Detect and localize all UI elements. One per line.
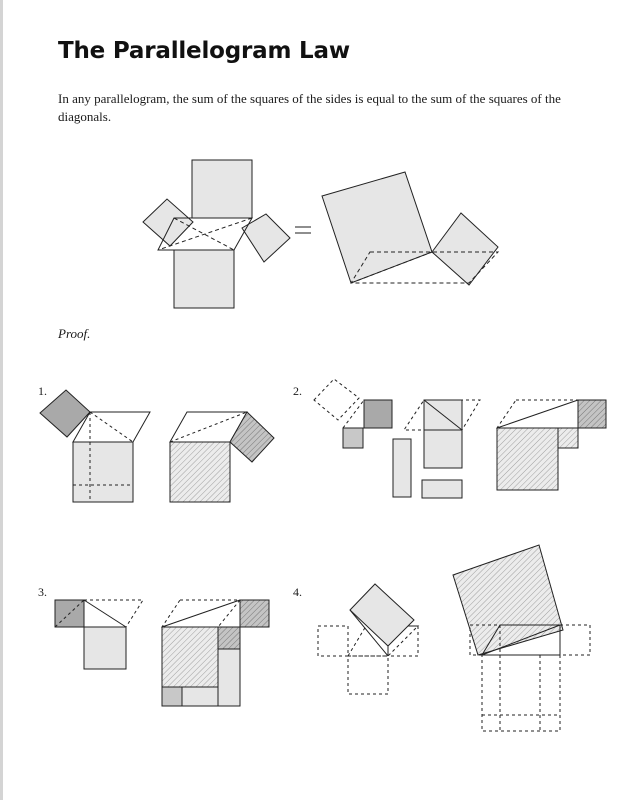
step-1-figure-b <box>170 412 274 502</box>
step-number-1: 1. <box>38 384 47 398</box>
top-square <box>192 160 252 218</box>
statement-figure-left <box>143 160 290 308</box>
left-square <box>143 199 193 246</box>
big-diagonal-square <box>322 172 432 283</box>
proof-label: Proof. <box>58 326 91 341</box>
right-square <box>242 214 290 262</box>
step-2-figure-b <box>393 400 480 498</box>
theorem-statement: In any parallelogram, the sum of the squares of the sides is equal to the sum of the squares of the diagonals. <box>58 91 561 124</box>
bottom-square <box>174 250 234 308</box>
step-4-figure-a <box>318 584 418 694</box>
step-3-figure-b <box>162 600 269 706</box>
statement-figure-right <box>322 172 498 285</box>
step-4-figure-b <box>453 545 590 731</box>
step-3-figure-a <box>55 600 143 669</box>
step-number-3: 3. <box>38 585 47 599</box>
step-number-2: 2. <box>293 384 302 398</box>
small-diagonal-square <box>432 213 498 285</box>
step-1-figure-a <box>40 390 150 502</box>
page-title: The Parallelogram Law <box>58 38 350 64</box>
equals-sign <box>295 227 311 233</box>
step-2-figure-c <box>497 400 606 490</box>
step-number-4: 4. <box>293 585 302 599</box>
step-2-figure-a <box>314 379 392 448</box>
